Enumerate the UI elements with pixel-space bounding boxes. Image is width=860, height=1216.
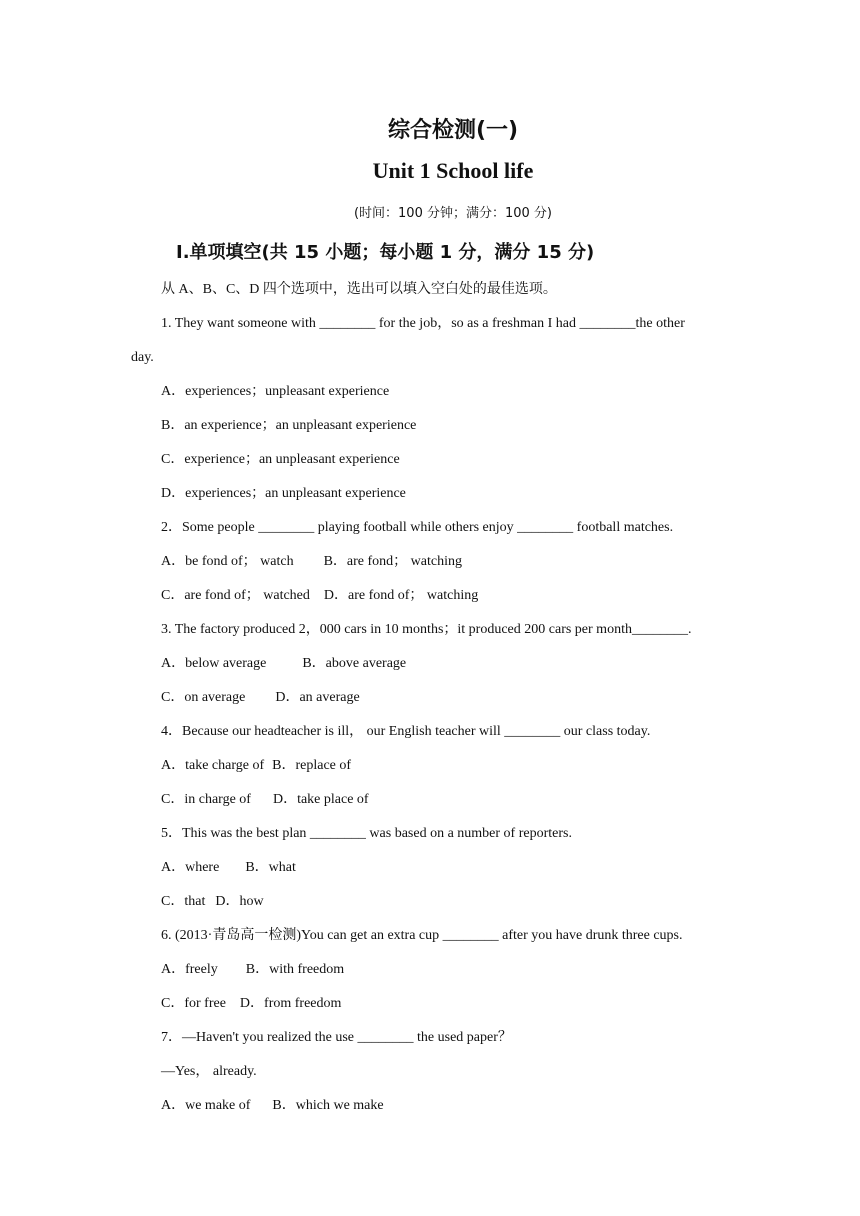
question-5-option-a: A．where xyxy=(161,860,220,875)
question-2-option-c: C．are fond of； watched xyxy=(161,588,310,603)
section-instruction: 从 A、B、C、D 四个选项中，选出可以填入空白处的最佳选项。 xyxy=(161,282,557,297)
question-2-option-b: B．are fond； watching xyxy=(323,554,462,569)
question-7-stem: 7．—Haven't you realized the use ________ the used paper？ xyxy=(161,1030,512,1045)
question-4-options-row-1 xyxy=(161,756,351,776)
question-1-option-a: A．experiences；unpleasant experience xyxy=(161,384,390,399)
question-3-option-d: D．an average xyxy=(275,690,360,705)
question-4-option-d: D．take place of xyxy=(272,792,369,807)
page-title: 综合检测(一) xyxy=(387,118,519,143)
question-7-options-row-1 xyxy=(161,1096,384,1116)
question-1-stem-cont: day. xyxy=(131,350,154,365)
question-1-option-c: C．experience；an unpleasant experience xyxy=(161,452,400,467)
question-4-option-c: C．in charge of xyxy=(161,792,251,807)
question-1-option-d: D．experiences；an unpleasant experience xyxy=(161,486,406,501)
question-2-option-d: D．are fond of； watching xyxy=(323,588,479,603)
question-4-option-a: A．take charge of xyxy=(161,758,265,773)
question-4-option-b: B．replace of xyxy=(272,758,352,773)
question-6-option-a: A．freely xyxy=(161,962,218,977)
time-and-score-note: (时间：100 分钟；满分：100 分) xyxy=(353,206,553,221)
question-6-stem: 6. (2013·青岛高一检测)You can get an extra cup ________ after you have drunk three cups. xyxy=(161,928,683,943)
question-5-option-d: D．how xyxy=(215,894,264,909)
question-7-option-a: A．we make of xyxy=(161,1098,251,1113)
question-6-option-c: C．for free xyxy=(161,996,226,1011)
question-6-option-d: D．from freedom xyxy=(239,996,342,1011)
question-4-stem: 4．Because our headteacher is ill， our English teacher will ________ our class today. xyxy=(161,724,651,739)
question-3-options-row-1 xyxy=(161,654,406,674)
question-4-options-row-2 xyxy=(161,790,369,810)
question-6-options-row-2 xyxy=(161,994,341,1014)
question-5-stem: 5．This was the best plan ________ was based on a number of reporters. xyxy=(161,826,572,841)
question-7-reply: —Yes， already. xyxy=(161,1064,257,1079)
question-2-options-row-2 xyxy=(161,586,478,606)
question-3-options-row-2 xyxy=(161,688,360,708)
question-6-options-row-1 xyxy=(161,960,344,980)
question-5-options-row-2 xyxy=(161,892,264,912)
question-2-option-a: A．be fond of； watch xyxy=(161,554,294,569)
question-5-option-c: C．that xyxy=(161,894,206,909)
question-6-option-b: B．with freedom xyxy=(245,962,345,977)
question-2-stem: 2．Some people ________ playing football while others enjoy ________ football matches. xyxy=(161,520,674,535)
unit-title: Unit 1 School life xyxy=(372,158,534,183)
section-heading: Ⅰ.单项填空(共 15 小题；每小题 1 分，满分 15 分) xyxy=(176,242,595,263)
question-1-stem: 1. They want someone with ________ for the job，so as a freshman I had ________the other xyxy=(161,316,685,331)
question-3-stem: 3. The factory produced 2，000 cars in 10 months；it produced 200 cars per month________. xyxy=(161,622,692,637)
question-7-option-b: B．which we make xyxy=(272,1098,384,1113)
question-5-option-b: B．what xyxy=(245,860,296,875)
question-3-option-b: B．above average xyxy=(302,656,407,671)
question-1-option-b: B．an experience；an unpleasant experience xyxy=(161,418,417,433)
question-5-options-row-1 xyxy=(161,858,296,878)
question-3-option-a: A．below average xyxy=(161,656,267,671)
question-2-options-row-1 xyxy=(161,552,462,572)
question-3-option-c: C．on average xyxy=(161,690,246,705)
